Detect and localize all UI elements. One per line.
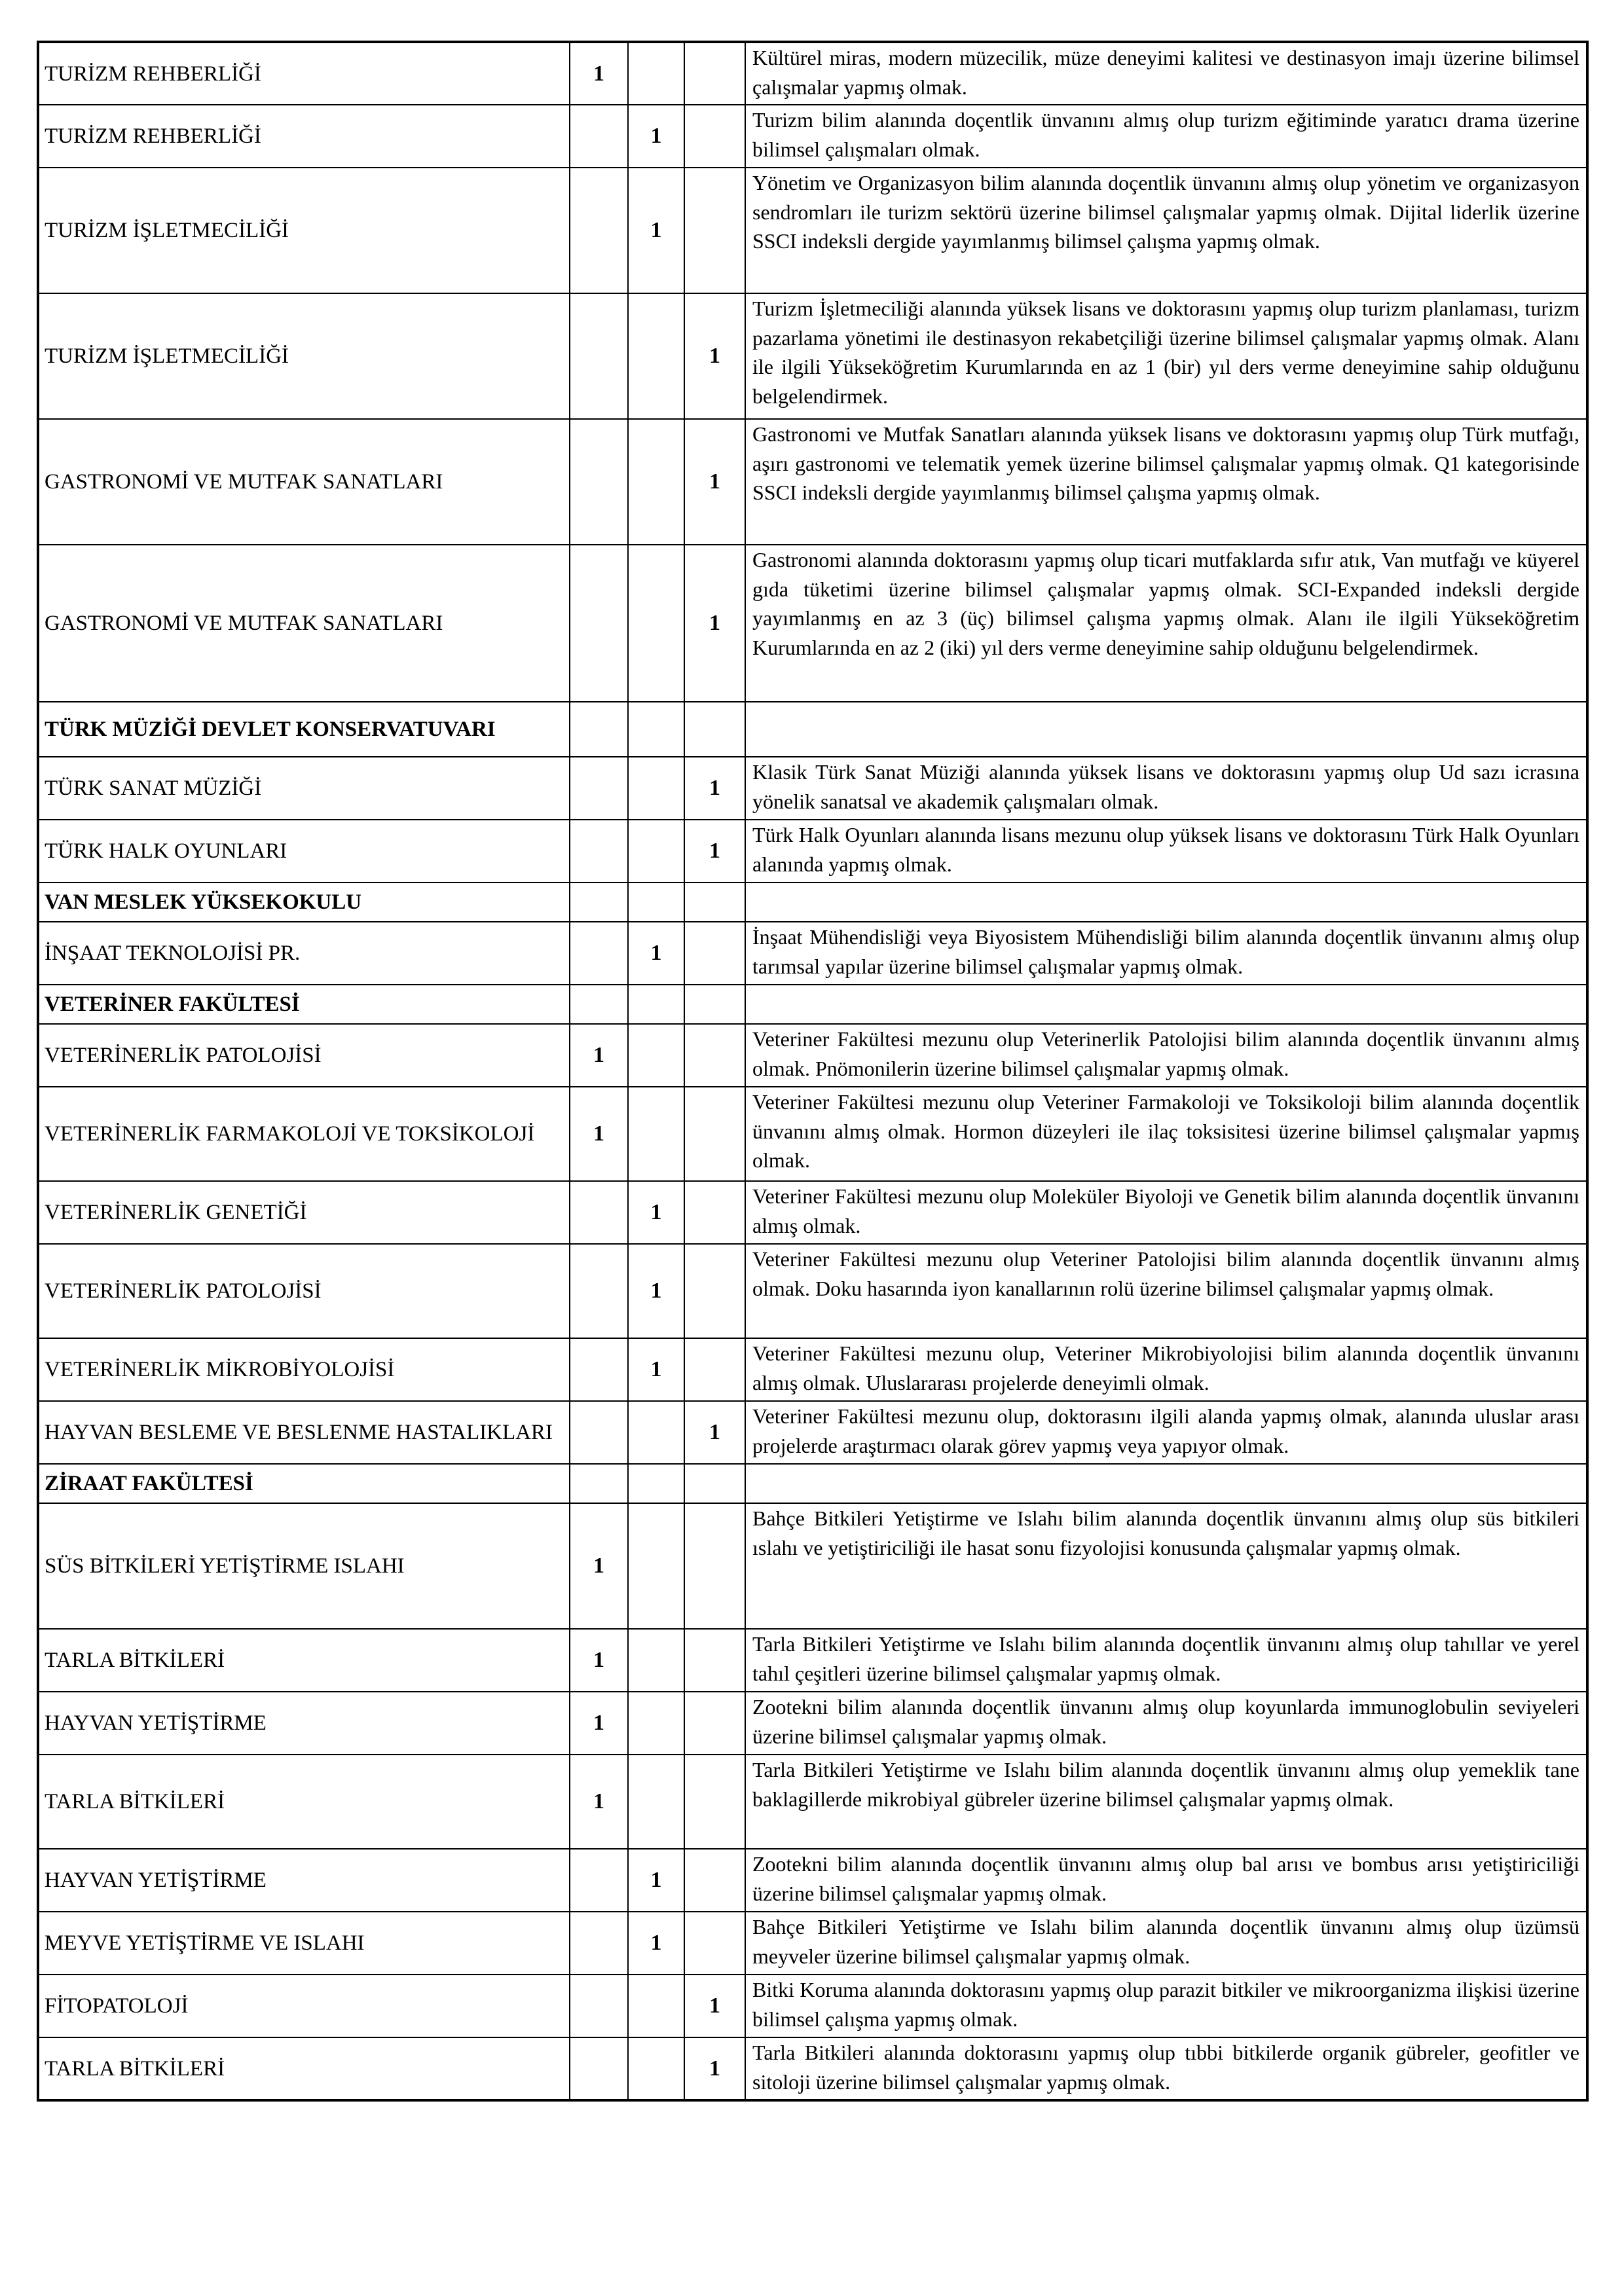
table-row	[38, 42, 1587, 105]
professor-count-cell: 1	[570, 1629, 628, 1692]
table-row	[38, 2037, 1587, 2100]
table-row	[38, 1401, 1587, 1464]
associate-count-cell	[628, 1087, 684, 1181]
section-row	[38, 985, 1587, 1024]
requirements-cell: Veteriner Fakültesi mezunu olup Moleküler Biyoloji ve Genetik bilim alanında doçentlik ünvanını almış olmak.	[745, 1181, 1587, 1244]
associate-count-cell	[628, 1975, 684, 2037]
associate-count-cell	[628, 419, 684, 545]
table-row	[38, 545, 1587, 702]
assistant-count-cell	[684, 883, 745, 922]
department-cell: TURİZM REHBERLİĞİ	[38, 105, 570, 168]
assistant-count-cell	[684, 1024, 745, 1087]
requirements-cell: Turizm İşletmeciliği alanında yüksek lisans ve doktorasını yapmış olup turizm planlaması, turizm pazarlama yönetimi ile destinasyon rekabetçiliği üzerine bilimsel çalışmalar yapmış olmak. Alanı ile ilgili Yükseköğretim Kurumlarında en az 1 (bir) yıl ders verme deneyimine sahip olduğunu belgelendirmek.	[745, 293, 1587, 419]
table-row	[38, 1024, 1587, 1087]
department-cell: FİTOPATOLOJİ	[38, 1975, 570, 2037]
associate-count-cell	[628, 985, 684, 1024]
table-row	[38, 1755, 1587, 1849]
department-cell: VETERİNERLİK PATOLOJİSİ	[38, 1244, 570, 1338]
assistant-count-cell: 1	[684, 545, 745, 702]
assistant-count-cell	[684, 1755, 745, 1849]
faculty-heading: VETERİNER FAKÜLTESİ	[38, 985, 570, 1024]
professor-count-cell: 1	[570, 1755, 628, 1849]
department-cell: TARLA BİTKİLERİ	[38, 1755, 570, 1849]
associate-count-cell	[628, 1401, 684, 1464]
requirements-cell: Bahçe Bitkileri Yetiştirme ve Islahı bilim alanında doçentlik ünvanını almış olup üzümsü meyveler üzerine bilimsel çalışmalar yapmış olmak.	[745, 1912, 1587, 1975]
requirements-cell: Zootekni bilim alanında doçentlik ünvanını almış olup bal arısı ve bombus arısı yetiştiriciliği üzerine bilimsel çalışmalar yapmış olmak.	[745, 1849, 1587, 1912]
associate-count-cell: 1	[628, 1338, 684, 1401]
position-table	[37, 41, 1589, 2102]
professor-count-cell	[570, 922, 628, 985]
requirements-cell: Veteriner Fakültesi mezunu olup Veteriner Farmakoloji ve Toksikoloji bilim alanında doçentlik ünvanını almış olmak. Hormon düzeyleri ile ilaç toksisitesi üzerine bilimsel çalışmalar yapmış olmak.	[745, 1087, 1587, 1181]
professor-count-cell	[570, 105, 628, 168]
department-cell: TURİZM İŞLETMECİLİĞİ	[38, 168, 570, 293]
professor-count-cell	[570, 1244, 628, 1338]
table-row	[38, 1629, 1587, 1692]
associate-count-cell	[628, 293, 684, 419]
department-cell: TÜRK SANAT MÜZİĞİ	[38, 757, 570, 820]
requirements-cell: Tarla Bitkileri Yetiştirme ve Islahı bilim alanında doçentlik ünvanını almış olup tahıllar ve yerel tahıl çeşitleri üzerine bilimsel çalışmalar yapmış olmak.	[745, 1629, 1587, 1692]
professor-count-cell	[570, 702, 628, 757]
assistant-count-cell	[684, 1629, 745, 1692]
department-cell: VETERİNERLİK PATOLOJİSİ	[38, 1024, 570, 1087]
assistant-count-cell	[684, 1912, 745, 1975]
assistant-count-cell	[684, 168, 745, 293]
assistant-count-cell: 1	[684, 820, 745, 883]
requirements-cell	[745, 702, 1587, 757]
assistant-count-cell	[684, 42, 745, 105]
associate-count-cell: 1	[628, 1244, 684, 1338]
associate-count-cell	[628, 1629, 684, 1692]
requirements-cell: İnşaat Mühendisliği veya Biyosistem Mühendisliği bilim alanında doçentlik ünvanını almış olup tarımsal yapılar üzerine bilimsel çalışmalar yapmış olmak.	[745, 922, 1587, 985]
professor-count-cell	[570, 293, 628, 419]
department-cell: TURİZM REHBERLİĞİ	[38, 42, 570, 105]
professor-count-cell: 1	[570, 42, 628, 105]
table-row	[38, 1087, 1587, 1181]
assistant-count-cell	[684, 702, 745, 757]
requirements-cell: Veteriner Fakültesi mezunu olup Veteriner Patolojisi bilim alanında doçentlik ünvanını almış olmak. Doku hasarında iyon kanallarının rolü üzerine bilimsel çalışmalar yapmış olmak.	[745, 1244, 1587, 1338]
associate-count-cell: 1	[628, 1849, 684, 1912]
professor-count-cell: 1	[570, 1024, 628, 1087]
requirements-cell: Gastronomi ve Mutfak Sanatları alanında yüksek lisans ve doktorasını yapmış olup Türk mutfağı, aşırı gastronomi ve telematik yemek üzerine bilimsel çalışmalar yapmış olmak. Q1 kategorisinde SSCI indeksli dergide yayımlanmış bilimsel çalışma yapmış olmak.	[745, 419, 1587, 545]
faculty-heading: TÜRK MÜZİĞİ DEVLET KONSERVATUVARI	[38, 702, 570, 757]
requirements-cell: Veteriner Fakültesi mezunu olup Veterinerlik Patolojisi bilim alanında doçentlik ünvanını almış olmak. Pnömonilerin üzerine bilimsel çalışmalar yapmış olmak.	[745, 1024, 1587, 1087]
table-row	[38, 1849, 1587, 1912]
associate-count-cell	[628, 2037, 684, 2100]
assistant-count-cell	[684, 1087, 745, 1181]
requirements-cell: Tarla Bitkileri Yetiştirme ve Islahı bilim alanında doçentlik ünvanını almış olup yemeklik tane baklagillerde mikrobiyal gübreler üzerine bilimsel çalışmalar yapmış olmak.	[745, 1755, 1587, 1849]
professor-count-cell	[570, 1912, 628, 1975]
department-cell: VETERİNERLİK MİKROBİYOLOJİSİ	[38, 1338, 570, 1401]
professor-count-cell	[570, 1849, 628, 1912]
associate-count-cell	[628, 702, 684, 757]
table-row	[38, 105, 1587, 168]
department-cell: SÜS BİTKİLERİ YETİŞTİRME ISLAHI	[38, 1503, 570, 1629]
table-row	[38, 1338, 1587, 1401]
department-cell: TURİZM İŞLETMECİLİĞİ	[38, 293, 570, 419]
requirements-cell: Kültürel miras, modern müzecilik, müze deneyimi kalitesi ve destinasyon imajı üzerine bilimsel çalışmalar yapmış olmak.	[745, 42, 1587, 105]
assistant-count-cell	[684, 1464, 745, 1503]
professor-count-cell	[570, 883, 628, 922]
professor-count-cell	[570, 1181, 628, 1244]
associate-count-cell	[628, 545, 684, 702]
associate-count-cell	[628, 883, 684, 922]
professor-count-cell	[570, 1975, 628, 2037]
professor-count-cell	[570, 2037, 628, 2100]
department-cell: MEYVE YETİŞTİRME VE ISLAHI	[38, 1912, 570, 1975]
requirements-cell: Bitki Koruma alanında doktorasını yapmış olup parazit bitkiler ve mikroorganizma ilişkisi üzerine bilimsel çalışma yapmış olmak.	[745, 1975, 1587, 2037]
associate-count-cell	[628, 820, 684, 883]
assistant-count-cell	[684, 922, 745, 985]
professor-count-cell	[570, 419, 628, 545]
professor-count-cell	[570, 168, 628, 293]
assistant-count-cell: 1	[684, 1975, 745, 2037]
table-row	[38, 1692, 1587, 1755]
associate-count-cell: 1	[628, 922, 684, 985]
table-row	[38, 1912, 1587, 1975]
professor-count-cell	[570, 1464, 628, 1503]
associate-count-cell	[628, 1755, 684, 1849]
faculty-heading: ZİRAAT FAKÜLTESİ	[38, 1464, 570, 1503]
department-cell: VETERİNERLİK FARMAKOLOJİ VE TOKSİKOLOJİ	[38, 1087, 570, 1181]
table-row	[38, 293, 1587, 419]
associate-count-cell: 1	[628, 168, 684, 293]
assistant-count-cell	[684, 985, 745, 1024]
assistant-count-cell	[684, 1849, 745, 1912]
assistant-count-cell: 1	[684, 2037, 745, 2100]
professor-count-cell: 1	[570, 1087, 628, 1181]
section-row	[38, 1464, 1587, 1503]
associate-count-cell: 1	[628, 1181, 684, 1244]
table-row	[38, 922, 1587, 985]
associate-count-cell: 1	[628, 1912, 684, 1975]
requirements-cell	[745, 985, 1587, 1024]
table-row	[38, 820, 1587, 883]
department-cell: HAYVAN YETİŞTİRME	[38, 1849, 570, 1912]
requirements-cell: Türk Halk Oyunları alanında lisans mezunu olup yüksek lisans ve doktorasını Türk Halk Oyunları alanında yapmış olmak.	[745, 820, 1587, 883]
table-body	[38, 42, 1587, 2100]
requirements-cell: Bahçe Bitkileri Yetiştirme ve Islahı bilim alanında doçentlik ünvanını almış olup süs bitkileri ıslahı ve yetiştiriciliği ile hasat sonu fizyolojisi konusunda çalışmalar yapmış olmak.	[745, 1503, 1587, 1629]
requirements-cell: Turizm bilim alanında doçentlik ünvanını almış olup turizm eğitiminde yaratıcı drama üzerine bilimsel çalışmaları olmak.	[745, 105, 1587, 168]
department-cell: HAYVAN YETİŞTİRME	[38, 1692, 570, 1755]
assistant-count-cell: 1	[684, 757, 745, 820]
assistant-count-cell	[684, 1338, 745, 1401]
department-cell: İNŞAAT TEKNOLOJİSİ PR.	[38, 922, 570, 985]
department-cell: TARLA BİTKİLERİ	[38, 2037, 570, 2100]
department-cell: GASTRONOMİ VE MUTFAK SANATLARI	[38, 419, 570, 545]
requirements-cell: Gastronomi alanında doktorasını yapmış olup ticari mutfaklarda sıfır atık, Van mutfağı ve küyerel gıda tüketimi üzerine bilimsel çalışmalar yapmış olmak. SCI-Expanded indeksli dergide yayımlanmış en az 3 (üç) bilimsel çalışma yapmış olmak. Alanı ile ilgili Yükseköğretim Kurumlarında en az 2 (iki) yıl ders verme deneyimine sahip olduğunu belgelendirmek.	[745, 545, 1587, 702]
table-row	[38, 419, 1587, 545]
table-row	[38, 757, 1587, 820]
requirements-cell: Veteriner Fakültesi mezunu olup, doktorasını ilgili alanda yapmış olmak, alanında uluslar arası projelerde araştırmacı olarak görev yapmış veya yapıyor olmak.	[745, 1401, 1587, 1464]
department-cell: VETERİNERLİK GENETİĞİ	[38, 1181, 570, 1244]
table-row	[38, 1181, 1587, 1244]
assistant-count-cell	[684, 1244, 745, 1338]
associate-count-cell	[628, 1464, 684, 1503]
professor-count-cell	[570, 757, 628, 820]
associate-count-cell: 1	[628, 105, 684, 168]
table-row	[38, 168, 1587, 293]
department-cell: TÜRK HALK OYUNLARI	[38, 820, 570, 883]
associate-count-cell	[628, 1503, 684, 1629]
professor-count-cell	[570, 985, 628, 1024]
requirements-cell: Veteriner Fakültesi mezunu olup, Veteriner Mikrobiyolojisi bilim alanında doçentlik ünvanını almış olmak. Uluslararası projelerde deneyimli olmak.	[745, 1338, 1587, 1401]
professor-count-cell	[570, 820, 628, 883]
requirements-cell	[745, 1464, 1587, 1503]
professor-count-cell	[570, 1401, 628, 1464]
requirements-cell: Yönetim ve Organizasyon bilim alanında doçentlik ünvanını almış olup yönetim ve organizasyon sendromları ile turizm sektörü üzerine bilimsel çalışmalar yapmış olmak. Dijital liderlik üzerine SSCI indeksli dergide yayımlanmış bilimsel çalışma yapmış olmak.	[745, 168, 1587, 293]
assistant-count-cell	[684, 1181, 745, 1244]
professor-count-cell	[570, 545, 628, 702]
professor-count-cell	[570, 1338, 628, 1401]
assistant-count-cell	[684, 1503, 745, 1629]
section-row	[38, 702, 1587, 757]
table-row	[38, 1244, 1587, 1338]
assistant-count-cell	[684, 105, 745, 168]
assistant-count-cell: 1	[684, 419, 745, 545]
section-row	[38, 883, 1587, 922]
associate-count-cell	[628, 1692, 684, 1755]
associate-count-cell	[628, 1024, 684, 1087]
requirements-cell: Klasik Türk Sanat Müziği alanında yüksek lisans ve doktorasını yapmış olup Ud sazı icrasına yönelik sanatsal ve akademik çalışmaları olmak.	[745, 757, 1587, 820]
table-row	[38, 1975, 1587, 2037]
department-cell: GASTRONOMİ VE MUTFAK SANATLARI	[38, 545, 570, 702]
assistant-count-cell: 1	[684, 293, 745, 419]
professor-count-cell: 1	[570, 1503, 628, 1629]
assistant-count-cell	[684, 1692, 745, 1755]
requirements-cell	[745, 883, 1587, 922]
associate-count-cell	[628, 757, 684, 820]
department-cell: TARLA BİTKİLERİ	[38, 1629, 570, 1692]
associate-count-cell	[628, 42, 684, 105]
requirements-cell: Tarla Bitkileri alanında doktorasını yapmış olup tıbbi bitkilerde organik gübreler, geofitler ve sitoloji üzerine bilimsel çalışmalar yapmış olmak.	[745, 2037, 1587, 2100]
faculty-heading: VAN MESLEK YÜKSEKOKULU	[38, 883, 570, 922]
requirements-cell: Zootekni bilim alanında doçentlik ünvanını almış olup koyunlarda immunoglobulin seviyeleri üzerine bilimsel çalışmalar yapmış olmak.	[745, 1692, 1587, 1755]
assistant-count-cell: 1	[684, 1401, 745, 1464]
department-cell: HAYVAN BESLEME VE BESLENME HASTALIKLARI	[38, 1401, 570, 1464]
table-row	[38, 1503, 1587, 1629]
professor-count-cell: 1	[570, 1692, 628, 1755]
